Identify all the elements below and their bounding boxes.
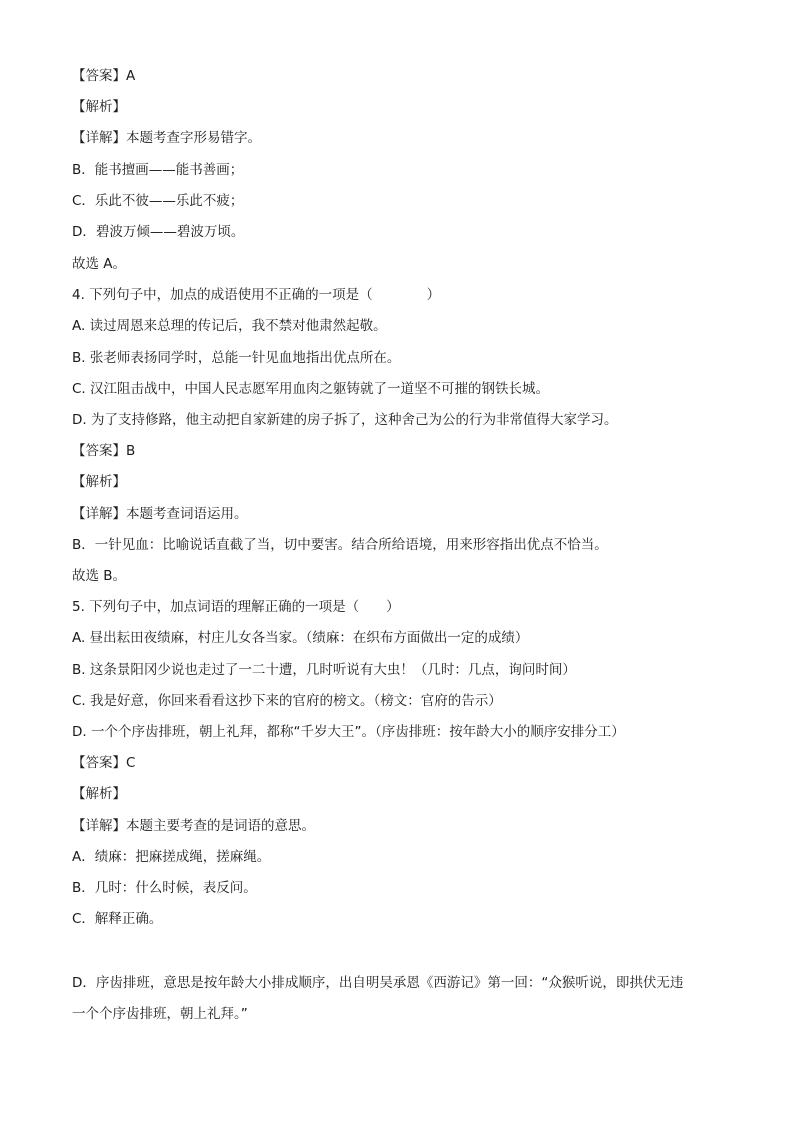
explanation-line-continued: 一个个序齿排班，朝上礼拜。”: [72, 1006, 248, 1022]
question-option: C. 汉江阻击战中，中国人民志愿军用血肉之躯铸就了一道坚不可摧的钢铁长城。: [72, 381, 550, 397]
question-option: A. 读过周恩来总理的传记后，我不禁对他肃然起敬。: [72, 318, 387, 334]
question-stem: 4. 下列句子中，加点的成语使用不正确的一项是（ ）: [72, 287, 441, 303]
answer-label: 【答案】A: [72, 68, 136, 84]
question-option: B. 这条景阳冈少说也走过了一二十遭，几时听说有大虫！（几时：几点，询问时间）: [72, 662, 576, 678]
question-stem: 5. 下列句子中，加点词语的理解正确的一项是（ ）: [72, 599, 400, 615]
explanation-line: C．解释正确。: [72, 911, 163, 927]
analysis-label: 【解析】: [72, 786, 126, 802]
question-option: C. 我是好意，你回来看看这抄下来的官府的榜文。（榜文：官府的告示）: [72, 693, 502, 709]
explanation-line: B．几时：什么时候，表反问。: [72, 880, 257, 896]
answer-label: 【答案】C: [72, 755, 136, 771]
question-option: D. 为了支持修路，他主动把自家新建的房子拆了，这种舍己为公的行为非常值得大家学习。: [72, 412, 618, 428]
explanation-line: D．碧波万倾——碧波万顷。: [72, 224, 245, 240]
answer-label: 【答案】B: [72, 443, 136, 459]
explanation-line: D．序齿排班，意思是按年龄大小排成顺序，出自明吴承恩《西游记》第一回：“众猴听说，即拱伏无违: [72, 975, 684, 991]
conclusion-line: 故选 A。: [72, 256, 127, 272]
question-option: B. 张老师表扬同学时，总能一针见血地指出优点所在。: [72, 350, 401, 366]
analysis-label: 【解析】: [72, 474, 126, 490]
detail-text: 【详解】本题考查词语运用。: [72, 506, 248, 522]
explanation-line: B．能书擅画——能书善画；: [72, 162, 244, 178]
question-option: A. 昼出耘田夜绩麻，村庄儿女各当家。（绩麻：在织布方面做出一定的成绩）: [72, 630, 529, 646]
conclusion-line: 故选 B。: [72, 568, 127, 584]
detail-text: 【详解】本题主要考查的是词语的意思。: [72, 818, 315, 834]
analysis-label: 【解析】: [72, 99, 126, 115]
explanation-line: A．绩麻：把麻搓成绳，搓麻绳。: [72, 849, 271, 865]
explanation-line: C．乐此不彼——乐此不疲；: [72, 193, 244, 209]
detail-text: 【详解】本题考查字形易错字。: [72, 130, 261, 146]
explanation-line: B．一针见血：比喻说话直截了当，切中要害。结合所给语境，用来形容指出优点不恰当。: [72, 537, 608, 553]
question-option: D. 一个个序齿排班，朝上礼拜，都称“千岁大王”。（序齿排班：按年龄大小的顺序安排分工）: [72, 724, 625, 740]
